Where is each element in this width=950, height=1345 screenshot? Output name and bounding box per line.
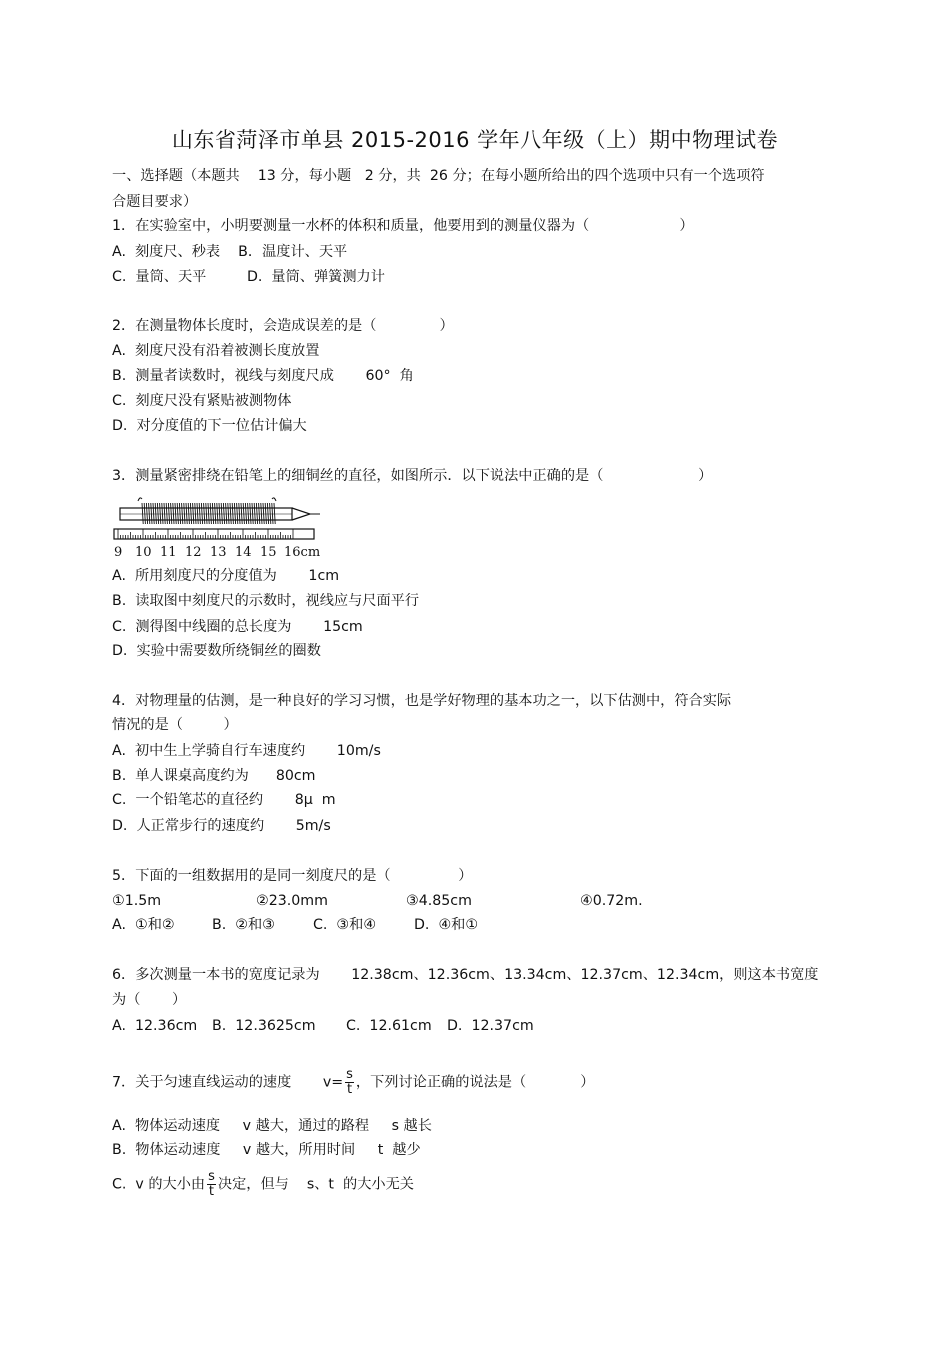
coil-winding: [204, 503, 205, 524]
coil-winding: [151, 503, 152, 524]
coil-winding: [228, 503, 229, 524]
coil-winding: [155, 503, 156, 524]
ruler-label: 9: [114, 545, 123, 559]
coil-winding: [146, 503, 147, 524]
q7-option-c-start: C. v 的大小由: [112, 1176, 206, 1193]
coil-winding: [153, 503, 154, 524]
fraction-numerator: s: [208, 1169, 215, 1184]
coil-winding: [241, 503, 242, 524]
coil-winding: [259, 503, 260, 524]
coil-winding: [173, 503, 174, 524]
ruler-label: 11: [160, 545, 177, 559]
q2-option-b: B. 测量者读数时，视线与刻度尺成 60° 角: [112, 368, 414, 384]
q3-option-b: B. 读取图中刻度尺的示数时，视线应与尺面平行: [112, 593, 420, 609]
coil-winding: [171, 503, 172, 524]
ruler-label: 12: [185, 545, 202, 559]
page-title: 山东省菏泽市单县 2015-2016 学年八年级（上）期中物理试卷: [171, 128, 779, 152]
coil-winding: [250, 503, 251, 524]
q4-option-a: A. 初中生上学骑自行车速度约 10m/s: [112, 743, 381, 759]
ruler-pencil-figure: [112, 493, 328, 559]
q6-option: B. 12.3625cm: [212, 1018, 316, 1034]
coil-winding: [252, 503, 253, 524]
coil-winding: [177, 503, 178, 524]
q4-stem: 4．对物理量的估测，是一种良好的学习习惯，也是学好物理的基本功之一，以下估测中，符合实际: [112, 693, 732, 709]
coil-winding: [168, 503, 169, 524]
velocity-fraction: [345, 1068, 354, 1097]
coil-winding: [265, 503, 266, 524]
coil-winding: [256, 503, 257, 524]
ruler-label: 13: [210, 545, 227, 559]
fraction-denominator: t: [208, 1184, 215, 1199]
q6-option: A. 12.36cm: [112, 1018, 198, 1034]
coil-winding: [184, 503, 185, 524]
q2-option-c: C. 刻度尺没有紧贴被测物体: [112, 393, 292, 409]
q1-options-ab: A. 刻度尺、秒表 B．温度计、天平: [112, 244, 348, 260]
section-heading-cont: 合题目要求）: [112, 194, 198, 210]
coil-winding: [254, 503, 255, 524]
coil-winding: [166, 503, 167, 524]
ruler-label: 14: [235, 545, 252, 559]
q5-stem: 5．下面的一组数据用的是同一刻度尺的是（ ）: [112, 868, 473, 884]
coil-winding: [248, 503, 249, 524]
q3-stem: 3．测量紧密排绕在铅笔上的细铜丝的直径，如图所示．以下说法中正确的是（ ）: [112, 468, 713, 484]
q3-option-a: A. 所用刻度尺的分度值为 1cm: [112, 568, 340, 584]
q3-option-c: C. 测得图中线圈的总长度为 15cm: [112, 619, 363, 635]
q7-stem-end: ，下列讨论正确的说法是（ ）: [355, 1074, 595, 1091]
coil-winding: [149, 503, 150, 524]
coil-winding: [239, 503, 240, 524]
coil-winding: [234, 503, 235, 524]
q7-option-a: A. 物体运动速度 v 越大，通过的路程 s 越长: [112, 1118, 432, 1134]
coil-winding: [199, 503, 200, 524]
coil-winding: [217, 503, 218, 524]
q7-option-c-end: 决定，但与 s、t 的大小无关: [217, 1176, 414, 1193]
ruler-label: 10: [135, 545, 152, 559]
coil-winding: [210, 503, 211, 524]
q5-data-item: ①1.5m: [112, 893, 162, 909]
q2-option-d: D. 对分度值的下一位估计偏大: [112, 418, 307, 434]
coil-winding: [157, 503, 158, 524]
q6-option: D. 12.37cm: [447, 1018, 534, 1034]
q6-option: C. 12.61cm: [346, 1018, 432, 1034]
coil-winding: [212, 503, 213, 524]
coil-winding: [162, 503, 163, 524]
s-over-t-fraction: [207, 1170, 216, 1199]
coil-winding: [164, 503, 165, 524]
coil-winding: [195, 503, 196, 524]
fraction-denominator: t: [346, 1082, 353, 1097]
q5-option: D. ④和①: [414, 917, 479, 933]
q4-option-c: C. 一个铅笔芯的直径约 8μ m: [112, 792, 336, 808]
coil-winding: [230, 503, 231, 524]
coil-winding: [237, 503, 238, 524]
q7-stem-start: 7．关于匀速直线运动的速度 v=: [112, 1074, 344, 1091]
coil-winding: [223, 503, 224, 524]
q4-option-d: D. 人正常步行的速度约 5m/s: [112, 818, 331, 834]
q5-option: A. ①和②: [112, 917, 175, 933]
q2-stem: 2．在测量物体长度时，会造成误差的是（ ）: [112, 318, 454, 334]
coil-winding: [190, 503, 191, 524]
q1-stem: 1．在实验室中，小明要测量一水杯的体积和质量，他要用到的测量仪器为（ ）: [112, 218, 694, 234]
coil-winding: [226, 503, 227, 524]
coil-winding: [197, 503, 198, 524]
coil-winding: [274, 503, 275, 524]
q5-data-item: ③4.85cm: [406, 893, 472, 909]
q7-option-b: B. 物体运动速度 v 越大，所用时间 t 越少: [112, 1142, 421, 1158]
coil-winding: [243, 503, 244, 524]
coil-winding: [201, 503, 202, 524]
q3-option-d: D. 实验中需要数所绕铜丝的圈数: [112, 643, 321, 659]
q4-stem-cont: 情况的是（ ）: [112, 717, 238, 733]
fraction-numerator: s: [346, 1067, 353, 1082]
q5-data-item: ④0.72m.: [580, 893, 643, 909]
coil-winding: [232, 503, 233, 524]
coil-winding: [179, 503, 180, 524]
coil-winding: [208, 503, 209, 524]
coil-winding: [206, 503, 207, 524]
q7-option-c: [112, 1170, 414, 1199]
coil-winding: [175, 503, 176, 524]
coil-winding: [267, 503, 268, 524]
coil-winding: [188, 503, 189, 524]
coil-winding: [219, 503, 220, 524]
q5-option: C. ③和④: [313, 917, 377, 933]
q5-option: B. ②和③: [212, 917, 275, 933]
ruler-label: 16cm: [284, 545, 321, 559]
coil-winding: [245, 503, 246, 524]
coil-winding: [261, 503, 262, 524]
coil-winding: [144, 503, 145, 524]
q2-option-a: A. 刻度尺没有沿着被测长度放置: [112, 343, 320, 359]
coil-winding: [186, 503, 187, 524]
coil-winding: [193, 503, 194, 524]
q5-data-item: ②23.0mm: [256, 893, 328, 909]
coil-winding: [182, 503, 183, 524]
q6-stem-cont: 为（ ）: [112, 992, 187, 1008]
q6-stem: 6．多次测量一本书的宽度记录为 12.38cm、12.36cm、13.34cm、12.37cm、12.34cm，则这本书宽度: [112, 967, 819, 983]
coil-winding: [142, 503, 143, 524]
q4-option-b: B. 单人课桌高度约为 80cm: [112, 768, 316, 784]
coil-winding: [160, 503, 161, 524]
ruler-label: 15: [260, 545, 277, 559]
coil-winding: [270, 503, 271, 524]
coil-winding: [272, 503, 273, 524]
coil-winding: [263, 503, 264, 524]
coil-winding: [215, 503, 216, 524]
section-heading: 一、选择题（本题共 13 分，每小题 2 分，共 26 分；在每小题所给出的四个选项中只有一个选项符: [112, 168, 765, 184]
coil-winding: [221, 503, 222, 524]
q1-options-cd: C. 量筒、天平 D. 量筒、弹簧测力计: [112, 269, 385, 285]
q7-stem: [112, 1068, 594, 1097]
